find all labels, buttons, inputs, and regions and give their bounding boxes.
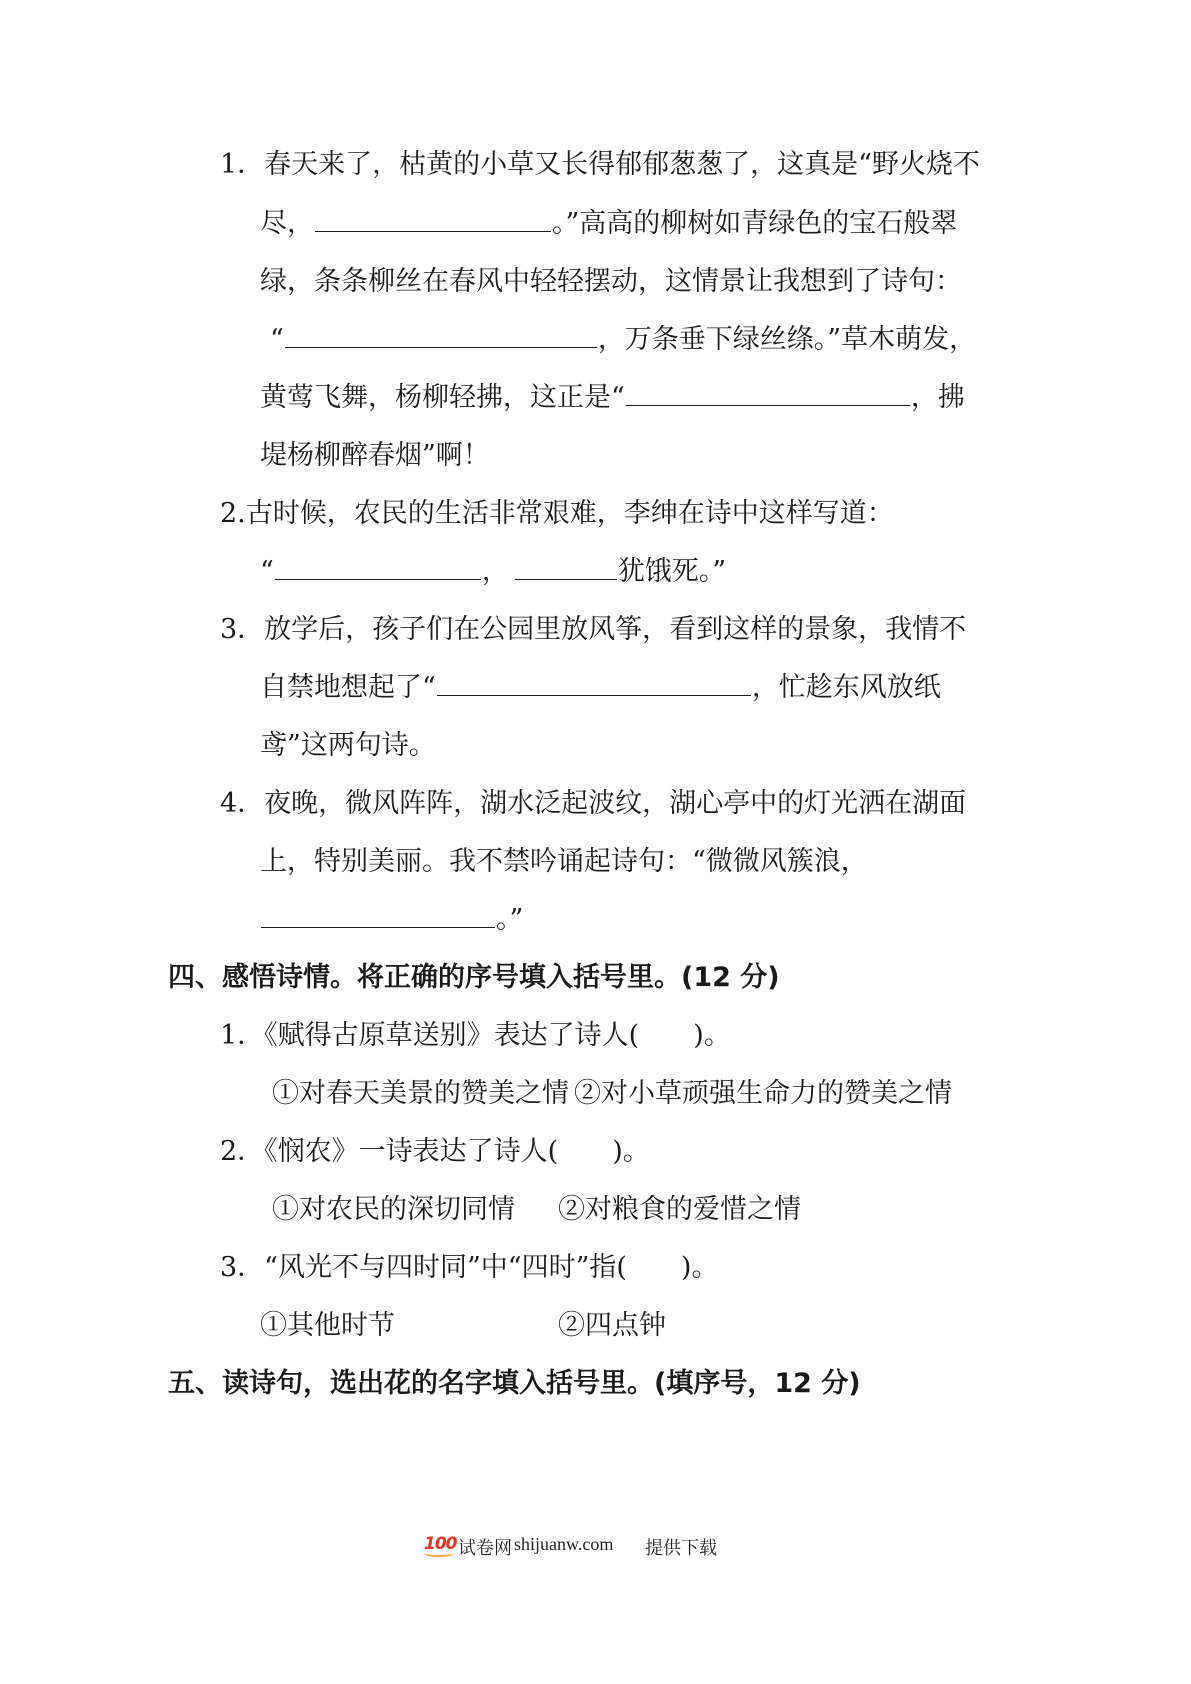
fill-blank-2[interactable] — [285, 321, 597, 348]
footer-site-name: 试卷网 — [458, 1538, 512, 1558]
q3-line-1: 3．放学后，孩子们在公园里放风筝，看到这样的景象，我情不 — [220, 614, 967, 645]
s4-q2-stem: 2．《悯农》一诗表达了诗人( )。 — [220, 1136, 650, 1167]
q2-line-2 — [260, 552, 726, 592]
footer-note: 提供下载 — [645, 1538, 717, 1558]
q3-line-2 — [260, 668, 941, 708]
s4-q2-option-1: ①对农民的深切同情 — [272, 1194, 515, 1225]
logo-swoosh-icon — [424, 1550, 454, 1557]
q1-line-2 — [260, 204, 957, 244]
q1-line-5-text-b: ，拂 — [910, 382, 965, 413]
q1-line-2-text-b: 。”高高的柳树如青绿色的宝石般翠 — [552, 208, 958, 239]
q1-line-4-text-a: “ — [270, 324, 284, 355]
section-5-heading: 五、读诗句，选出花的名字填入括号里。(填序号，12 分) — [168, 1368, 861, 1399]
fill-blank-1[interactable] — [315, 205, 551, 232]
q4-line-3-text: 。” — [496, 904, 524, 935]
site-logo: 100 — [424, 1534, 457, 1554]
s4-q2-option-2: ②对粮食的爱惜之情 — [558, 1194, 801, 1225]
fill-blank-7[interactable] — [261, 901, 495, 928]
q2-line-2-text-b: ， — [481, 556, 509, 587]
q1-line-3: 绿，条条柳丝在春风中轻轻摆动，这情景让我想到了诗句： — [260, 266, 962, 297]
q1-line-5 — [260, 378, 965, 418]
q1-line-4 — [270, 320, 976, 360]
q1-line-5-text-a: 黄莺飞舞，杨柳轻拂，这正是“ — [260, 382, 625, 413]
q4-line-1: 4．夜晚，微风阵阵，湖水泛起波纹，湖心亭中的灯光洒在湖面 — [220, 788, 967, 819]
q1-line-1: 1．春天来了，枯黄的小草又长得郁郁葱葱了，这真是“野火烧不 — [220, 149, 980, 180]
s4-q1-option-2: ②对小草顽强生命力的赞美之情 — [574, 1078, 952, 1109]
s4-q3-option-1: ①其他时节 — [260, 1310, 395, 1341]
section-4-heading: 四、感悟诗情。将正确的序号填入括号里。(12 分) — [168, 962, 780, 993]
q3-line-2-text-b: ，忙趁东风放纸 — [751, 672, 941, 703]
fill-blank-3[interactable] — [626, 379, 910, 406]
q1-line-6: 堤杨柳醉春烟”啊！ — [260, 440, 490, 471]
page-footer — [0, 1530, 1191, 1560]
footer-domain[interactable]: shijuanw.com — [514, 1534, 614, 1554]
q1-line-4-text-b: ，万条垂下绿丝绦。”草木萌发， — [597, 324, 977, 355]
s4-q1-option-1: ①对春天美景的赞美之情 — [272, 1078, 569, 1109]
s4-q3-option-2: ②四点钟 — [558, 1310, 666, 1341]
s4-q1-stem: 1．《赋得古原草送别》表达了诗人( )。 — [220, 1020, 731, 1051]
q4-line-2: 上，特别美丽。我不禁吟诵起诗句：“微微风簇浪， — [260, 846, 868, 877]
fill-blank-6[interactable] — [437, 669, 751, 696]
q2-line-2-text-a: “ — [260, 556, 274, 587]
s4-q3-stem: 3．“风光不与四时同”中“四时”指( )。 — [220, 1252, 719, 1283]
q4-line-3 — [260, 900, 523, 940]
q2-line-1: 2.古时候，农民的生活非常艰难，李绅在诗中这样写道： — [220, 498, 894, 529]
fill-blank-5[interactable] — [515, 553, 617, 580]
q2-line-2-text-c: 犹饿死。” — [617, 556, 727, 587]
q3-line-3: 鸢”这两句诗。 — [260, 730, 436, 761]
fill-blank-4[interactable] — [275, 553, 481, 580]
q3-line-2-text-a: 自禁地想起了“ — [260, 672, 436, 703]
q1-line-2-text-a: 尽， — [260, 208, 314, 239]
